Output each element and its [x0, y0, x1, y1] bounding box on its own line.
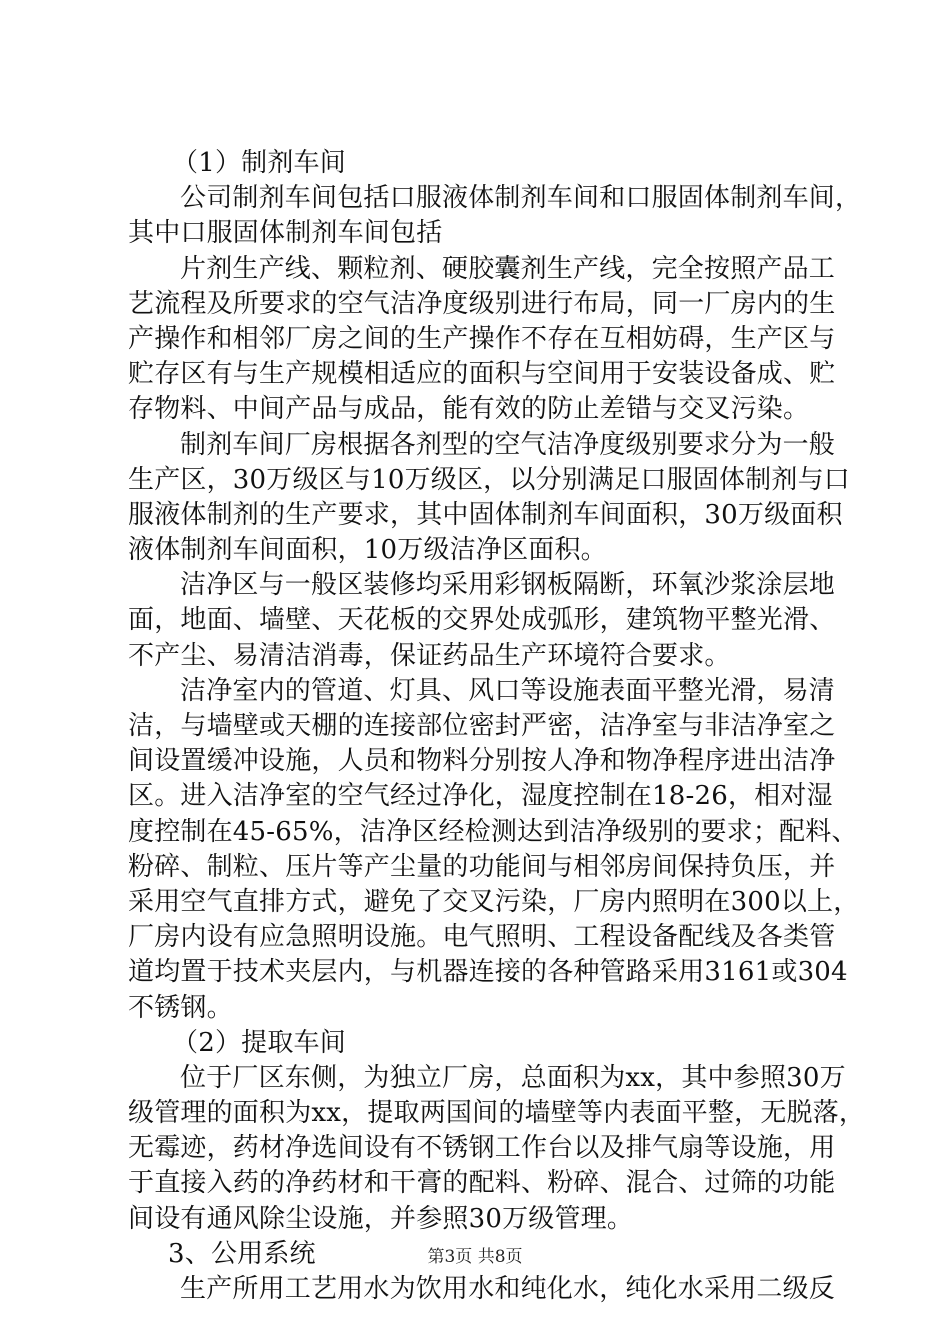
text-line: 级管理的面积为xx，提取两国间的墙壁等内表面平整，无脱落，: [128, 1098, 866, 1129]
text-line: 于直接入药的净药材和干膏的配料、粉碎、混合、过筛的功能: [128, 1168, 836, 1199]
text-line: 3、公用系统: [168, 1238, 316, 1269]
text-line: 厂房内设有应急照明设施。电气照明、工程设备配线及各类管: [128, 922, 836, 953]
text-line: 艺流程及所要求的空气洁净度级别进行布局，同一厂房内的生: [128, 288, 836, 319]
text-line: 区。进入洁净室的空气经过净化，湿度控制在18-26，相对湿: [128, 781, 833, 812]
text-line: 间设有通风除尘设施，并参照30万级管理。: [128, 1203, 634, 1234]
text-line: 洁净室内的管道、灯具、风口等设施表面平整光滑，易清: [180, 675, 836, 706]
text-line: 位于厂区东侧，为独立厂房，总面积为xx，其中参照30万: [180, 1062, 846, 1093]
text-line: 间设置缓冲设施，人员和物料分别按人净和物净程序进出洁净: [128, 746, 836, 777]
text-line: 生产区，30万级区与10万级区，以分别满足口服固体制剂与口: [128, 464, 850, 495]
text-line: 产操作和相邻厂房之间的生产操作不存在互相妨碍，生产区与: [128, 323, 836, 354]
text-line: 无霉迹，药材净选间设有不锈钢工作台以及排气扇等设施，用: [128, 1133, 836, 1164]
text-line: 公司制剂车间包括口服液体制剂车间和口服固体制剂车间，: [180, 183, 862, 214]
text-line: 不产尘、易清洁消毒，保证药品生产环境符合要求。: [128, 640, 731, 671]
text-line: 存物料、中间产品与成品，能有效的防止差错与交叉污染。: [128, 394, 810, 425]
text-line: 采用空气直排方式，避免了交叉污染，厂房内照明在300以上，: [128, 886, 860, 917]
text-line: （2）提取车间: [172, 1027, 346, 1058]
text-line: 生产所用工艺用水为饮用水和纯化水，纯化水采用二级反: [180, 1274, 836, 1304]
text-line: 液体制剂车间面积，10万级洁净区面积。: [128, 535, 607, 566]
text-line: 贮存区有与生产规模相适应的面积与空间用于安装设备成、贮: [128, 359, 836, 390]
text-line: 其中口服固体制剂车间包括: [128, 218, 443, 249]
page-number: 第3页 共8页: [427, 1247, 523, 1267]
text-line: 道均置于技术夹层内，与机器连接的各种管路采用3161或304: [128, 957, 848, 988]
text-line: 面，地面、墙壁、天花板的交界处成弧形，建筑物平整光滑、: [128, 605, 836, 636]
text-line: 片剂生产线、颗粒剂、硬胶囊剂生产线，完全按照产品工: [180, 253, 836, 284]
text-line: 度控制在45-65%，洁净区经检测达到洁净级别的要求；配料、: [128, 816, 858, 847]
text-line: （1）制剂车间: [172, 148, 346, 178]
document-body: [128, 146, 866, 1307]
text-line: 不锈钢。: [128, 992, 233, 1023]
text-line: 粉碎、制粒、压片等产尘量的功能间与相邻房间保持负压，并: [128, 851, 836, 882]
text-line: 洁，与墙壁或天棚的连接部位密封严密，洁净室与非洁净室之: [128, 711, 836, 741]
text-line: 制剂车间厂房根据各剂型的空气洁净度级别要求分为一般: [180, 429, 836, 460]
text-line: 洁净区与一般区装修均采用彩钢板隔断，环氧沙浆涂层地: [180, 570, 836, 601]
text-line: 服液体制剂的生产要求，其中固体制剂车间面积，30万级面积: [128, 499, 843, 530]
